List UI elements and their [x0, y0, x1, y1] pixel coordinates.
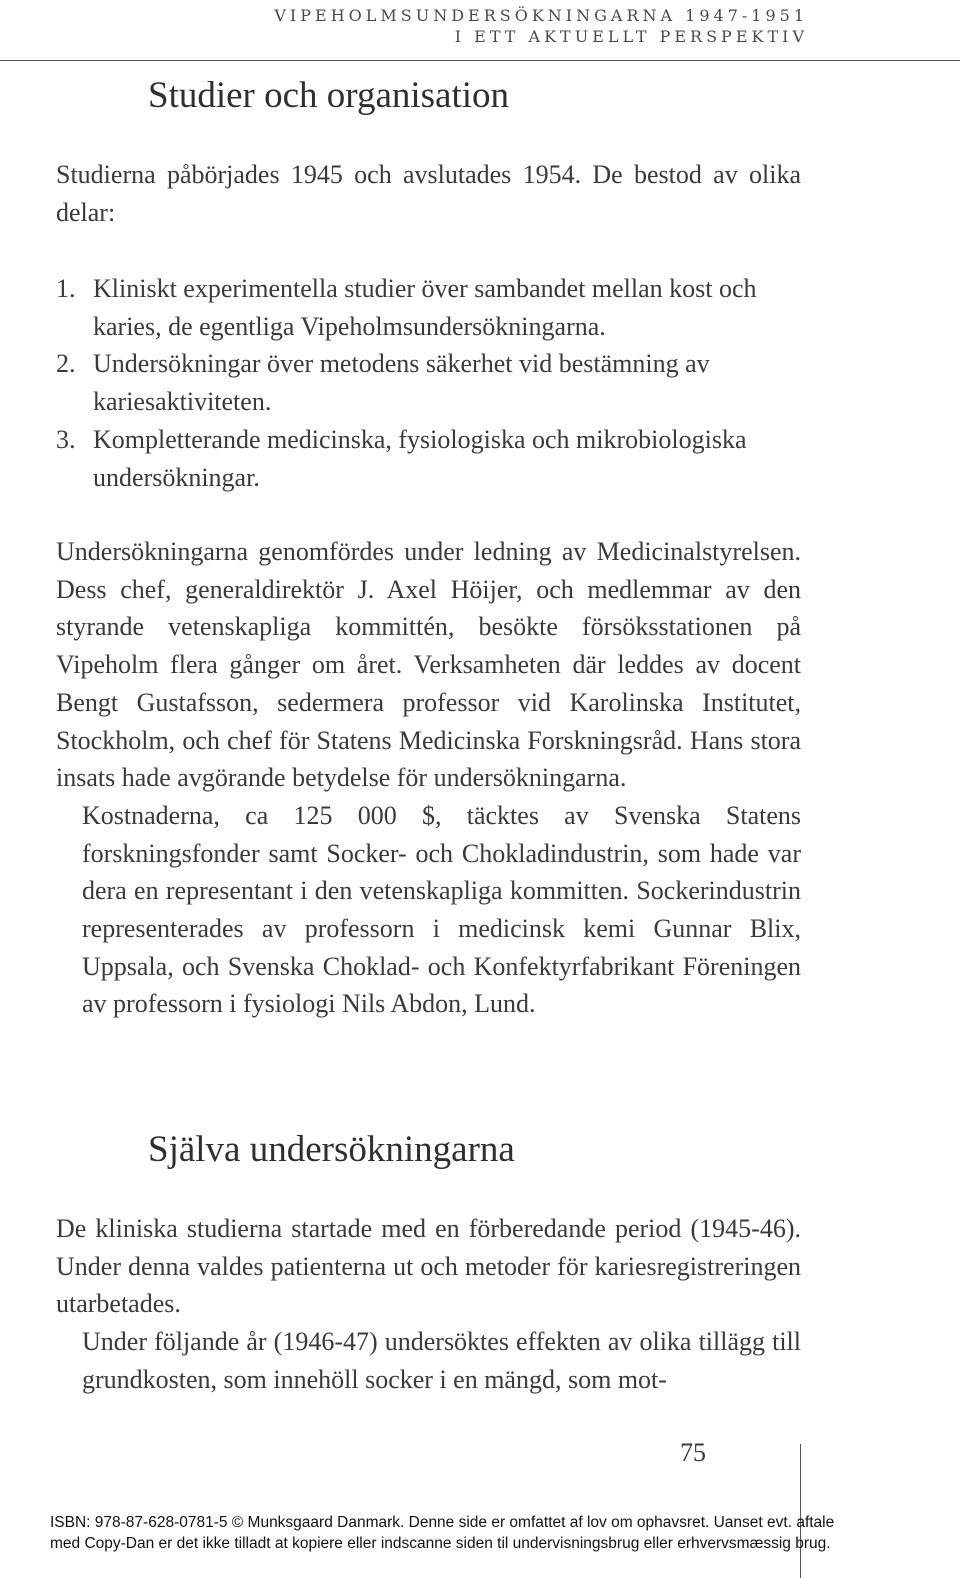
- section-heading-studier: Studier och organisation: [148, 75, 510, 116]
- list-item: [56, 421, 801, 496]
- paragraph-foljande-ar: Under följande år (1946-47) undersöktes effekten av olika tillägg till grundkosten, som innehöll socker i en mängd, som mot-: [82, 1327, 801, 1394]
- paragraph-kostnader: Kostnaderna, ca 125 000 $, täcktes av Svenska Statens forskningsfonder samt Socker- och Chokladindustrin, som hade var dera en representant i den vetenskapliga kommitten. Sockerindustrin representerades av professorn i medicinsk kemi Gunnar Blix, Uppsala, och Svenska Choklad- och Konfektyrfabrikant Föreningen av professorn i fysiologi Nils Abdon, Lund.: [82, 800, 801, 1019]
- list-item: [56, 345, 801, 420]
- section-heading-undersokningarna: Själva undersökningarna: [148, 1129, 515, 1170]
- list-item-text: Kompletterande medicinska, fysiologiska och mikrobiologiska undersökningar.: [93, 424, 747, 492]
- running-head-line-1: VIPEHOLMSUNDERSÖKNINGARNA 1947-1951: [274, 6, 808, 25]
- study-parts-list: [56, 270, 801, 496]
- list-item-text: Undersökningar över metodens säkerhet vid bestämning av kariesaktiviteten.: [93, 349, 710, 417]
- list-item: [56, 270, 801, 345]
- running-head-line-2: I ETT AKTUELLT PERSPEKTIV: [454, 27, 808, 46]
- page-number: 75: [680, 1438, 706, 1467]
- intro-paragraph: Studierna påbörjades 1945 och avslutades 1954. De bestod av olika delar:: [56, 160, 801, 227]
- copyright-footer: [50, 1512, 950, 1554]
- list-item-number: 2.: [56, 349, 76, 379]
- footer-line-2: med Copy-Dan er det ikke tilladt at kopiere eller indscanne siden til undervisningsbrug eller erhvervsmæssig brug.: [50, 1535, 831, 1552]
- list-item-text: Kliniskt experimentella studier över sambandet mellan kost och karies, de egentliga Vipeholmsundersökningarna.: [93, 274, 757, 341]
- organisation-body: [56, 533, 801, 1023]
- paragraph-kliniska: De kliniska studierna startade med en förberedande period (1945-46). Under denna valdes patienterna ut och metoder för kariesregistreringen utarbetades.: [56, 1214, 801, 1319]
- running-head: [274, 5, 808, 47]
- undersokningar-body: [56, 1210, 801, 1399]
- header-rule: [0, 60, 960, 61]
- paragraph-ledning: Undersökningarna genomfördes under ledning av Medicinalstyrelsen. Dess chef, generaldirektör J. Axel Höijer, och medlemmar av den styrande vetenskapliga kommittén, besökte försöksstationen på Vipeholm flera gånger om året. Verksamheten där leddes av docent Bengt Gustafsson, sedermera professor vid Karolinska Institutet, Stockholm, och chef för Statens Medicinska Forskningsråd. Hans stora insats hade avgörande betydelse för undersökningarna.: [56, 537, 801, 793]
- crop-mark-line: [800, 1444, 801, 1578]
- footer-line-1: ISBN: 978-87-628-0781-5 © Munksgaard Danmark. Denne side er omfattet af lov om ophavsret. Uanset evt. aftale: [50, 1514, 835, 1531]
- list-item-number: 3.: [56, 424, 76, 454]
- list-item-number: 1.: [56, 274, 76, 303]
